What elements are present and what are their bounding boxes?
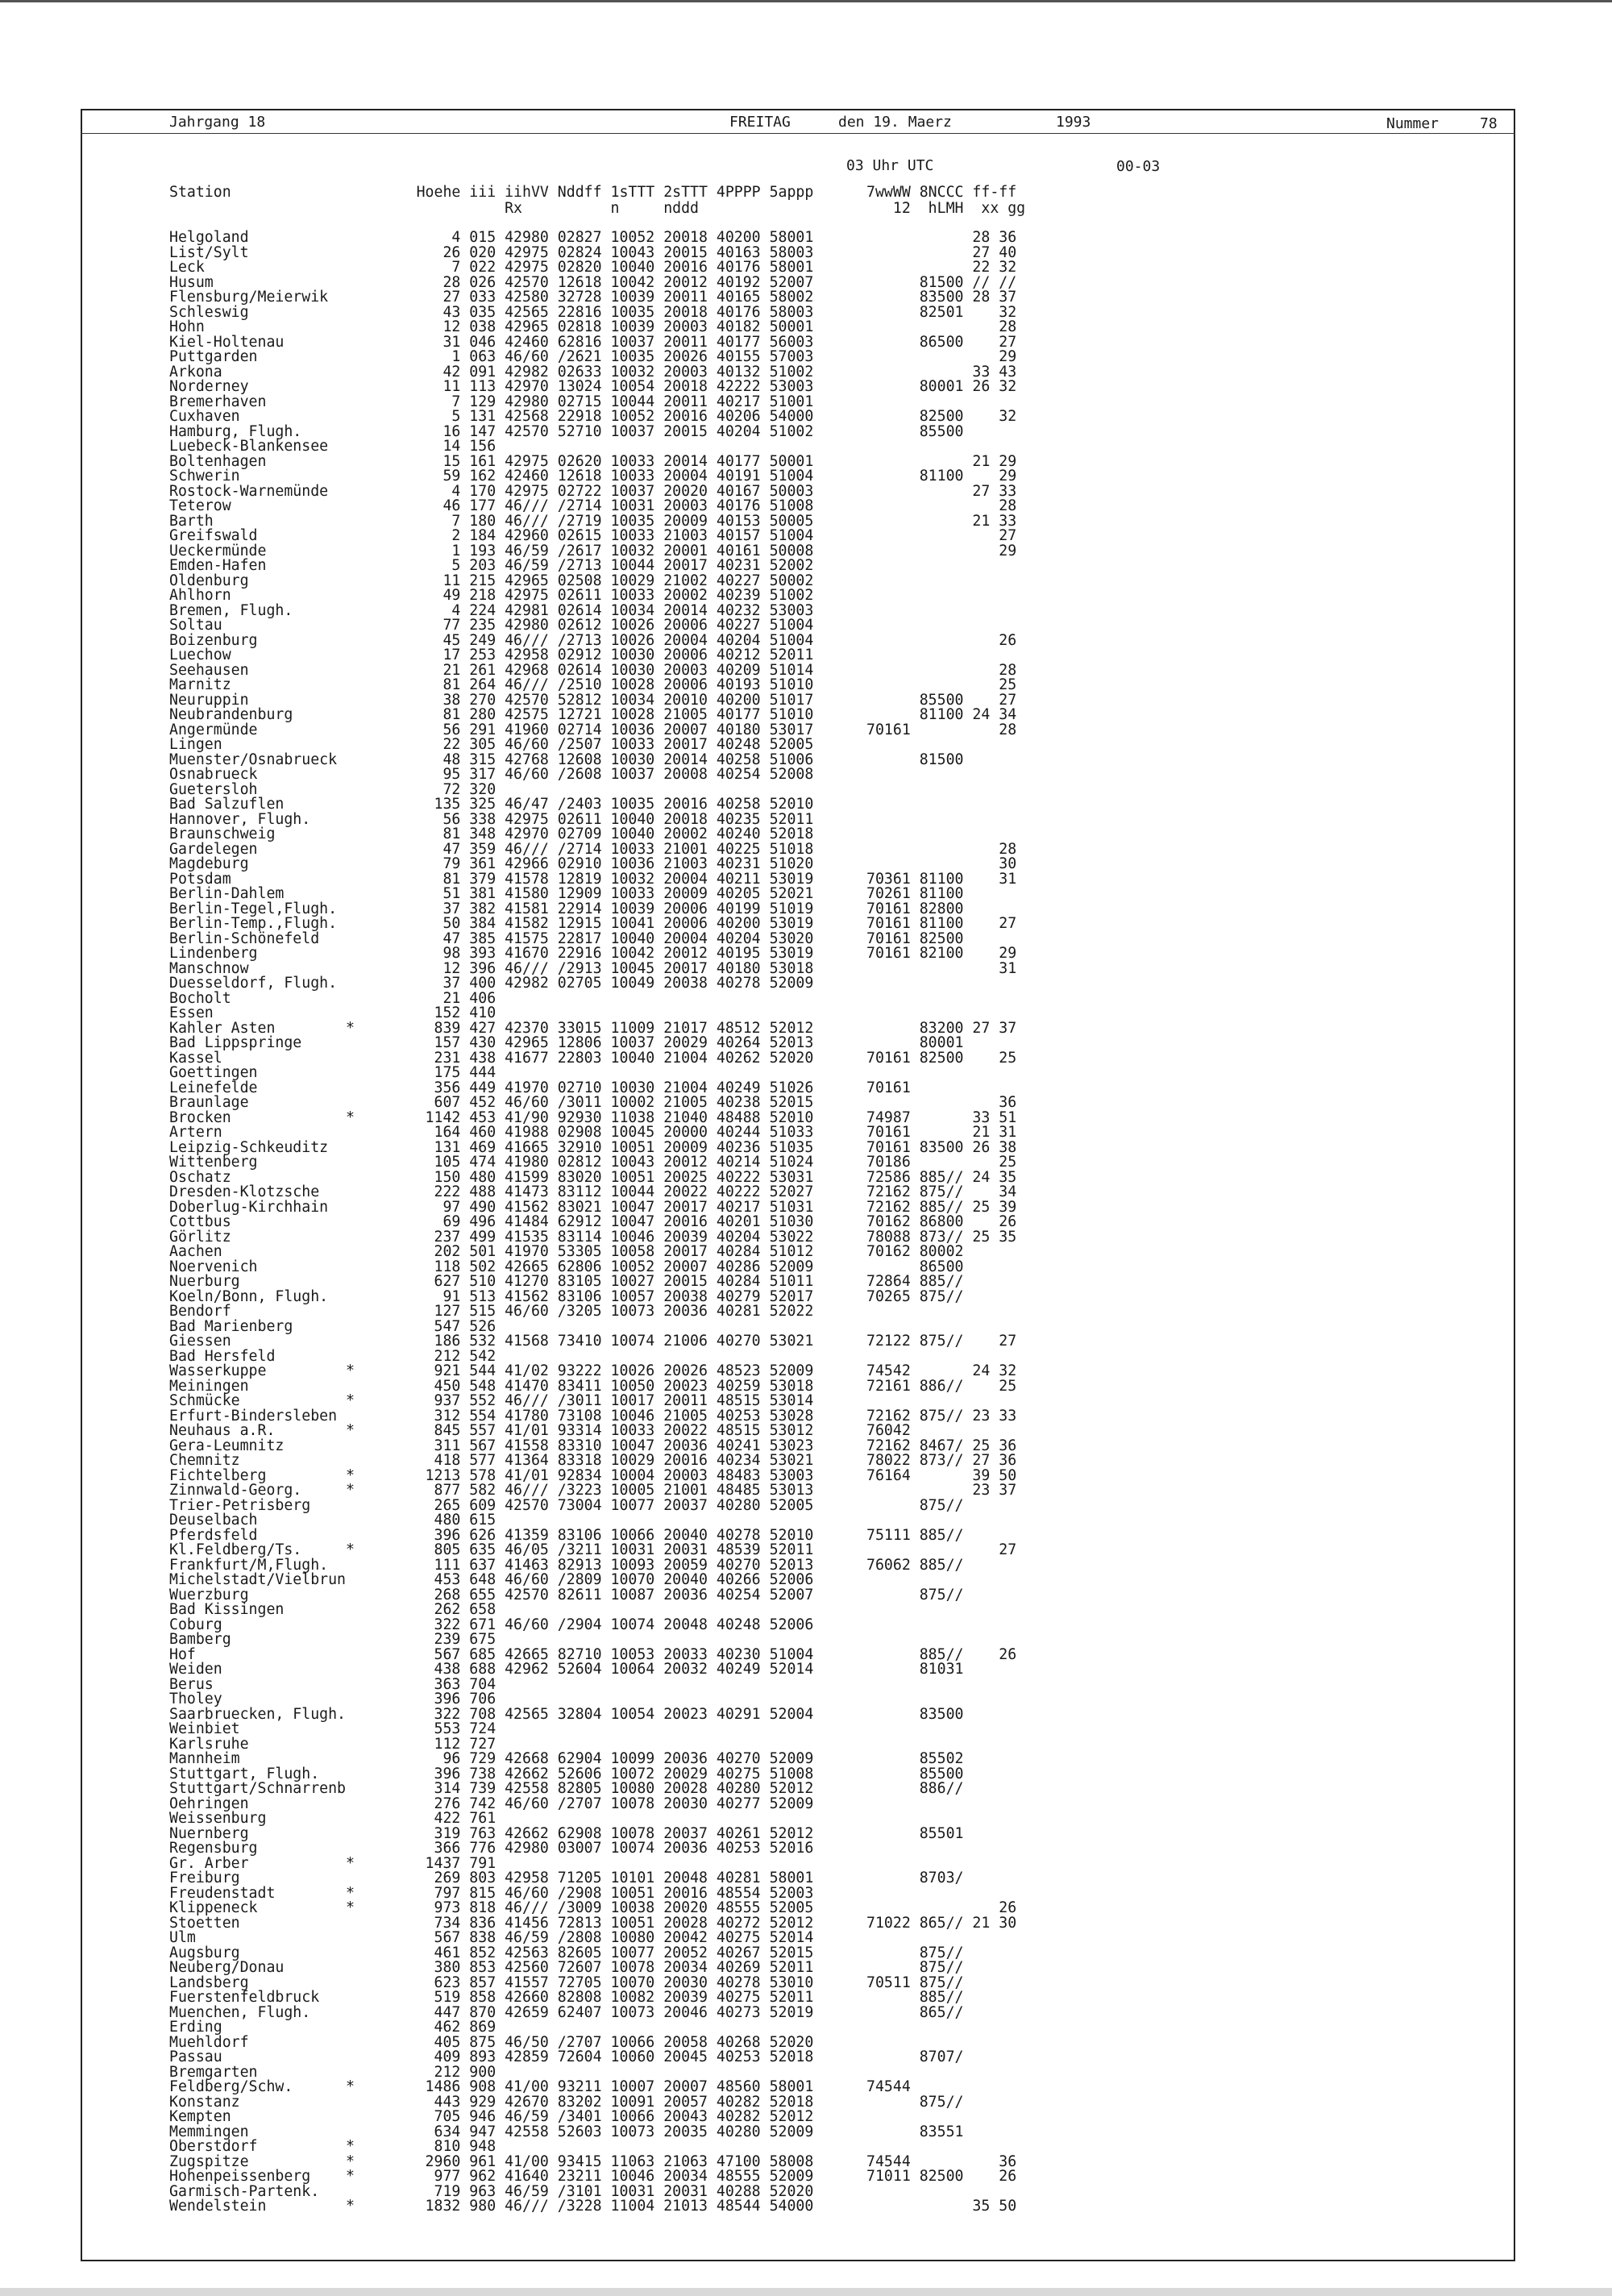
table-row: Gardelegen 47 359 46/// /2714 10033 21001 40225 51018 28 bbox=[169, 840, 1017, 858]
table-row: Flensburg/Meierwik 27 033 42580 32728 10039 20011 40165 58002 83500 28 37 bbox=[169, 289, 1017, 306]
table-row: Chemnitz 418 577 41364 83318 10029 20016 40234 53021 78022 873// 27 36 bbox=[169, 1452, 1017, 1469]
table-row: Stuttgart/Schnarrenb 314 739 42558 82805 10080 20028 40280 52012 886// bbox=[169, 1780, 964, 1797]
table-row: Tholey 396 706 bbox=[169, 1691, 496, 1707]
table-row: Trier-Petrisberg 265 609 42570 73004 10077 20037 40280 52005 875// bbox=[169, 1496, 964, 1514]
table-row: Karlsruhe 112 727 bbox=[169, 1735, 496, 1753]
table-row: Essen 152 410 bbox=[169, 1004, 496, 1021]
table-row: Oberstdorf * 810 948 bbox=[169, 2138, 496, 2155]
table-row: Michelstadt/Vielbrun 453 648 46/60 /2809 10070 20040 40266 52006 bbox=[169, 1571, 814, 1588]
table-row: Augsburg 461 852 42563 82605 10077 20052 40267 52015 875// bbox=[169, 1944, 964, 1961]
table-row: Bad Salzuflen 135 325 46/47 /2403 10035 20016 40258 52010 bbox=[169, 796, 814, 813]
table-row: Bendorf 127 515 46/60 /3205 10073 20036 40281 52022 bbox=[169, 1303, 814, 1320]
table-row: Erding 462 869 bbox=[169, 2019, 496, 2036]
table-row: Berlin-Tegel,Flugh. 37 382 41581 22914 10039 20006 40199 51019 70161 82800 bbox=[169, 900, 964, 917]
table-row: Kl.Feldberg/Ts. * 805 635 46/05 /3211 10031 20031 48539 52011 27 bbox=[169, 1541, 1017, 1558]
table-row: Kahler Asten * 839 427 42370 33015 11009 21017 48512 52012 83200 27 37 bbox=[169, 1019, 1017, 1037]
table-row: Landsberg 623 857 41557 72705 10070 20030 40278 53010 70511 875// bbox=[169, 1974, 964, 1991]
table-row: Bad Kissingen 262 658 bbox=[169, 1601, 496, 1618]
table-row: Berlin-Dahlem 51 381 41580 12909 10033 20009 40205 52021 70261 81100 bbox=[169, 885, 964, 902]
column-header-line-1: Station Hoehe iii iihVV Nddff 1sTTT 2sTTT 4PPPP 5appp 7wwWW 8NCCC ff-ff bbox=[169, 184, 1017, 201]
table-row: Klippeneck * 973 818 46/// /3009 10038 20020 48555 52005 26 bbox=[169, 1899, 1017, 1916]
table-row: Doberlug-Kirchhain 97 490 41562 83021 10047 20017 40217 51031 72162 885// 25 39 bbox=[169, 1198, 1017, 1216]
table-row: Zugspitze * 2960 961 41/00 93415 11063 21063 47100 58008 74544 36 bbox=[169, 2152, 1017, 2170]
table-row: Leinefelde 356 449 41970 02710 10030 21004 40249 51026 70161 bbox=[169, 1079, 911, 1096]
jahrgang-label: Jahrgang 18 bbox=[169, 114, 266, 131]
table-row: Erfurt-Bindersleben 312 554 41780 73108 10046 21005 40253 53028 72162 875// 23 33 bbox=[169, 1407, 1017, 1425]
utc-label: 03 Uhr UTC bbox=[846, 157, 934, 174]
table-row: Wuerzburg 268 655 42570 82611 10087 20036 40254 52007 875// bbox=[169, 1586, 964, 1603]
table-row: Gera-Leumnitz 311 567 41558 83310 10047 20036 40241 53023 72162 8467/ 25 36 bbox=[169, 1437, 1017, 1454]
table-row: Schleswig 43 035 42565 22816 10035 20018 40176 58003 82501 32 bbox=[169, 303, 1017, 321]
table-row: Noervenich 118 502 42665 62806 10052 20007 40286 52009 86500 bbox=[169, 1258, 964, 1275]
table-row: Husum 28 026 42570 12618 10042 20012 40192 52007 81500 // // bbox=[169, 273, 1017, 291]
table-row: Bremen, Flugh. 4 224 42981 02614 10034 20014 40232 53003 bbox=[169, 601, 814, 619]
table-row: Rostock-Warnemünde 4 170 42975 02722 10037 20020 40167 50003 27 33 bbox=[169, 482, 1017, 500]
table-row: Norderney 11 113 42970 13024 10054 20018 42222 53003 80001 26 32 bbox=[169, 378, 1017, 395]
table-row: Nuernberg 319 763 42662 62908 10078 20037 40261 52012 85501 bbox=[169, 1824, 964, 1842]
nummer-label: Nummer bbox=[1386, 115, 1440, 132]
table-row: Passau 409 893 42859 72604 10060 20045 40253 52018 8707/ bbox=[169, 2049, 964, 2065]
table-row: Manschnow 12 396 46/// /2913 10045 20017 40180 53018 31 bbox=[169, 959, 1017, 977]
table-row: Helgoland 4 015 42980 02827 10052 20018 40200 58001 28 36 bbox=[169, 229, 1017, 246]
table-row: Wittenberg 105 474 41980 02812 10043 20012 40214 51024 70186 25 bbox=[169, 1154, 1017, 1171]
year: 1993 bbox=[1056, 114, 1091, 131]
table-row: Fichtelberg * 1213 578 41/01 92834 10004 20003 48483 53003 76164 39 50 bbox=[169, 1466, 1017, 1484]
table-row: Boltenhagen 15 161 42975 02620 10033 20014 40177 50001 21 29 bbox=[169, 452, 1017, 470]
table-row: Muenster/Osnabrueck 48 315 42768 12608 10030 20014 40258 51006 81500 bbox=[169, 751, 964, 768]
table-row: Goettingen 175 444 bbox=[169, 1064, 496, 1081]
table-row: Magdeburg 79 361 42966 02910 10036 21003 40231 51020 30 bbox=[169, 855, 1017, 872]
scan-edge-bottom bbox=[0, 2288, 1612, 2296]
table-row: Muehldorf 405 875 46/50 /2707 10066 20058 40268 52020 bbox=[169, 2033, 814, 2051]
table-row: Nuerburg 627 510 41270 83105 10027 20015 40284 51011 72864 885// bbox=[169, 1273, 964, 1290]
table-row: Oldenburg 11 215 42965 02508 10029 21002 40227 50002 bbox=[169, 572, 814, 589]
table-row: List/Sylt 26 020 42975 02824 10043 20015 40163 58003 27 40 bbox=[169, 243, 1017, 261]
table-row: Bad Hersfeld 212 542 bbox=[169, 1347, 496, 1365]
table-row: Hannover, Flugh. 56 338 42975 02611 10040 20018 40235 52011 bbox=[169, 810, 814, 828]
table-row: Soltau 77 235 42980 02612 10026 20006 40227 51004 bbox=[169, 617, 814, 634]
table-row: Oehringen 276 742 46/60 /2707 10078 20030 40277 52009 bbox=[169, 1795, 814, 1812]
table-row: Cottbus 69 496 41484 62912 10047 20016 40201 51030 70162 86800 26 bbox=[169, 1213, 1017, 1230]
table-row: Saarbruecken, Flugh. 322 708 42565 32804 10054 20023 40291 52004 83500 bbox=[169, 1705, 964, 1723]
table-row: Lindenberg 98 393 41670 22916 10042 20012 40195 53019 70161 82100 29 bbox=[169, 945, 1017, 962]
table-row: Angermünde 56 291 41960 02714 10036 20007 40180 53017 70161 28 bbox=[169, 721, 1017, 738]
table-row: Freudenstadt * 797 815 46/60 /2908 10051 20016 48554 52003 bbox=[169, 1884, 814, 1902]
table-row: Neuhaus a.R. * 845 557 41/01 93314 10033 20022 48515 53012 76042 bbox=[169, 1422, 911, 1439]
table-row: Fuerstenfeldbruck 519 858 42660 82808 10082 20039 40275 52011 885// bbox=[169, 1989, 964, 2006]
table-row: Seehausen 21 261 42968 02614 10030 20003 40209 51014 28 bbox=[169, 661, 1017, 679]
table-row: Weissenburg 422 761 bbox=[169, 1810, 496, 1827]
table-row: Potsdam 81 379 41578 12819 10032 20004 40211 53019 70361 81100 31 bbox=[169, 870, 1017, 888]
table-row: Kempten 705 946 46/59 /3401 10066 20043 40282 52012 bbox=[169, 2108, 814, 2125]
table-row: Dresden-Klotzsche 222 488 41473 83112 10044 20022 40222 52027 72162 875// 34 bbox=[169, 1183, 1017, 1200]
header-rule bbox=[81, 133, 1515, 134]
table-row: Regensburg 366 776 42980 03007 10074 20036 40253 52016 bbox=[169, 1840, 814, 1857]
table-row: Brocken * 1142 453 41/90 92930 11038 21040 48488 52010 74987 33 51 bbox=[169, 1108, 1017, 1126]
table-row: Ulm 567 838 46/59 /2808 10080 20042 40275 52014 bbox=[169, 1929, 814, 1946]
table-row: Neuberg/Donau 380 853 42560 72607 10078 20034 40269 52011 875// bbox=[169, 1959, 964, 1976]
table-row: Marnitz 81 264 46/// /2510 10028 20006 40193 51010 25 bbox=[169, 676, 1017, 693]
table-row: Teterow 46 177 46/// /2714 10031 20003 40176 51008 28 bbox=[169, 497, 1017, 514]
table-row: Ahlhorn 49 218 42975 02611 10033 20002 40239 51002 bbox=[169, 587, 814, 604]
table-row: Hohenpeissenberg * 977 962 41640 23211 10046 20034 48555 52009 71011 82500 26 bbox=[169, 2168, 1017, 2185]
table-row: Neubrandenburg 81 280 42575 12721 10028 21005 40177 51010 81100 24 34 bbox=[169, 706, 1017, 723]
table-row: Weinbiet 553 724 bbox=[169, 1720, 496, 1737]
scan-edge-top bbox=[0, 0, 1612, 2]
table-row: Oschatz 150 480 41599 83020 10051 20025 40222 53031 72586 885// 24 35 bbox=[169, 1168, 1017, 1186]
table-row: Bad Marienberg 547 526 bbox=[169, 1317, 496, 1335]
nummer-value: 78 bbox=[1480, 115, 1498, 132]
table-row: Memmingen 634 947 42558 52603 10073 20035 40280 52009 83551 bbox=[169, 2123, 964, 2140]
table-row: Coburg 322 671 46/60 /2904 10074 20048 40248 52006 bbox=[169, 1616, 814, 1633]
table-row: Hohn 12 038 42965 02818 10039 20003 40182 50001 28 bbox=[169, 318, 1017, 335]
table-row: Cuxhaven 5 131 42568 22918 10052 20016 40206 54000 82500 32 bbox=[169, 408, 1017, 425]
table-row: Schwerin 59 162 42460 12618 10033 20004 40191 51004 81100 29 bbox=[169, 468, 1017, 485]
table-row: Mannheim 96 729 42668 62904 10099 20036 40270 52009 85502 bbox=[169, 1750, 964, 1767]
table-row: Wendelstein * 1832 980 46/// /3228 11004 21013 48544 54000 35 50 bbox=[169, 2198, 1017, 2215]
table-row: Arkona 42 091 42982 02633 10032 20003 40132 51002 33 43 bbox=[169, 363, 1017, 381]
table-row: Neuruppin 38 270 42570 52812 10034 20010 40200 51017 85500 27 bbox=[169, 691, 1017, 709]
table-row: Boizenburg 45 249 46/// /2713 10026 20004 40204 51004 26 bbox=[169, 631, 1017, 649]
table-row: Bremerhaven 7 129 42980 02715 10044 20011 40217 51001 bbox=[169, 393, 814, 410]
table-row: Puttgarden 1 063 46/60 /2621 10035 20026 40155 57003 29 bbox=[169, 348, 1017, 365]
table-row: Konstanz 443 929 42670 83202 10091 20057 40282 52018 875// bbox=[169, 2093, 964, 2111]
table-row: Garmisch-Partenk. 719 963 46/59 /3101 10031 20031 40288 52020 bbox=[169, 2182, 814, 2200]
table-row: Zinnwald-Georg. * 877 582 46/// /3223 10005 21001 48485 53013 23 37 bbox=[169, 1482, 1017, 1499]
column-header-line-2: Rx n nddd 12 hLMH xx gg bbox=[169, 200, 1026, 217]
table-row: Stoetten 734 836 41456 72813 10051 20028 40272 52012 71022 865// 21 30 bbox=[169, 1914, 1017, 1932]
table-row: Kiel-Holtenau 31 046 42460 62816 10037 20011 40177 56003 86500 27 bbox=[169, 333, 1017, 351]
table-row: Görlitz 237 499 41535 83114 10046 20039 40204 53022 78088 873// 25 35 bbox=[169, 1228, 1017, 1246]
table-row: Luechow 17 253 42958 02912 10030 20006 40212 52011 bbox=[169, 647, 814, 663]
table-row: Guetersloh 72 320 bbox=[169, 780, 496, 798]
table-row: Gr. Arber * 1437 791 bbox=[169, 1854, 496, 1872]
table-row: Leck 7 022 42975 02820 10040 20016 40176 58001 22 32 bbox=[169, 259, 1017, 276]
table-row: Kassel 231 438 41677 22803 10040 21004 40262 52020 70161 82500 25 bbox=[169, 1049, 1017, 1067]
table-row: Meiningen 450 548 41470 83411 10050 20023 40259 53018 72161 886// 25 bbox=[169, 1377, 1017, 1395]
table-row: Braunlage 607 452 46/60 /3011 10002 21005 40238 52015 36 bbox=[169, 1094, 1017, 1111]
table-row: Lingen 22 305 46/60 /2507 10033 20017 40248 52005 bbox=[169, 736, 814, 753]
table-row: Osnabrueck 95 317 46/60 /2608 10037 20008 40254 52008 bbox=[169, 766, 814, 783]
table-row: Hof 567 685 42665 82710 10053 20033 40230 51004 885// 26 bbox=[169, 1645, 1017, 1663]
table-row: Deuselbach 480 615 bbox=[169, 1512, 496, 1529]
table-row: Braunschweig 81 348 42970 02709 10040 20002 40240 52018 bbox=[169, 826, 814, 842]
table-row: Bremgarten 212 900 bbox=[169, 2063, 496, 2081]
table-row: Berus 363 704 bbox=[169, 1675, 496, 1693]
table-row: Berlin-Temp.,Flugh. 50 384 41582 12915 10041 20006 40200 53019 70161 81100 27 bbox=[169, 915, 1017, 932]
time-range: 00-03 bbox=[1116, 158, 1161, 175]
table-row: Luebeck-Blankensee 14 156 bbox=[169, 438, 496, 455]
table-row: Muenchen, Flugh. 447 870 42659 62407 10073 20046 40273 52019 865// bbox=[169, 2003, 964, 2021]
table-row: Greifswald 2 184 42960 02615 10033 21003 40157 51004 27 bbox=[169, 527, 1017, 544]
table-row: Emden-Hafen 5 203 46/59 /2713 10044 20017 40231 52002 bbox=[169, 557, 814, 574]
table-row: Feldberg/Schw. * 1486 908 41/00 93211 10007 20007 48560 58001 74544 bbox=[169, 2078, 911, 2095]
table-row: Ueckermünde 1 193 46/59 /2617 10032 20001 40161 50008 29 bbox=[169, 542, 1017, 559]
table-row: Barth 7 180 46/// /2719 10035 20009 40153 50005 21 33 bbox=[169, 512, 1017, 530]
table-row: Frankfurt/M,Flugh. 111 637 41463 82913 10093 20059 40270 52013 76062 885// bbox=[169, 1556, 964, 1574]
table-row: Schmücke * 937 552 46/// /3011 10017 20011 48515 53014 bbox=[169, 1392, 814, 1409]
table-row: Bamberg 239 675 bbox=[169, 1631, 496, 1648]
table-row: Leipzig-Schkeuditz 131 469 41665 32910 10051 20009 40236 51035 70161 83500 26 38 bbox=[169, 1138, 1017, 1156]
table-row: Pferdsfeld 396 626 41359 83106 10066 20040 40278 52010 75111 885// bbox=[169, 1526, 964, 1544]
table-row: Weiden 438 688 42962 52604 10064 20032 40249 52014 81031 bbox=[169, 1661, 964, 1678]
table-row: Bocholt 21 406 bbox=[169, 989, 496, 1007]
table-row: Bad Lippspringe 157 430 42965 12806 10037 20029 40264 52013 80001 bbox=[169, 1034, 964, 1051]
table-row: Hamburg, Flugh. 16 147 42570 52710 10037 20015 40204 51002 85500 bbox=[169, 422, 964, 440]
table-row: Berlin-Schönefeld 47 385 41575 22817 10040 20004 40204 53020 70161 82500 bbox=[169, 930, 964, 947]
table-row: Stuttgart, Flugh. 396 738 42662 52606 10072 20029 40275 51008 85500 bbox=[169, 1765, 964, 1782]
table-row: Freiburg 269 803 42958 71205 10101 20048 40281 58001 8703/ bbox=[169, 1870, 964, 1886]
table-row: Giessen 186 532 41568 73410 10074 21006 40270 53021 72122 875// 27 bbox=[169, 1333, 1017, 1350]
table-row: Aachen 202 501 41970 53305 10058 20017 40284 51012 70162 80002 bbox=[169, 1243, 964, 1260]
station-table bbox=[169, 231, 1016, 2215]
date: den 19. Maerz bbox=[838, 114, 952, 131]
table-row: Duesseldorf, Flugh. 37 400 42982 02705 10049 20038 40278 52009 bbox=[169, 975, 814, 992]
table-row: Artern 164 460 41988 02908 10045 20000 40244 51033 70161 21 31 bbox=[169, 1124, 1017, 1141]
table-row: Koeln/Bonn, Flugh. 91 513 41562 83106 10057 20038 40279 52017 70265 875// bbox=[169, 1287, 964, 1305]
table-row: Wasserkuppe * 921 544 41/02 93222 10026 20026 48523 52009 74542 24 32 bbox=[169, 1362, 1017, 1379]
weekday: FREITAG bbox=[729, 114, 791, 131]
